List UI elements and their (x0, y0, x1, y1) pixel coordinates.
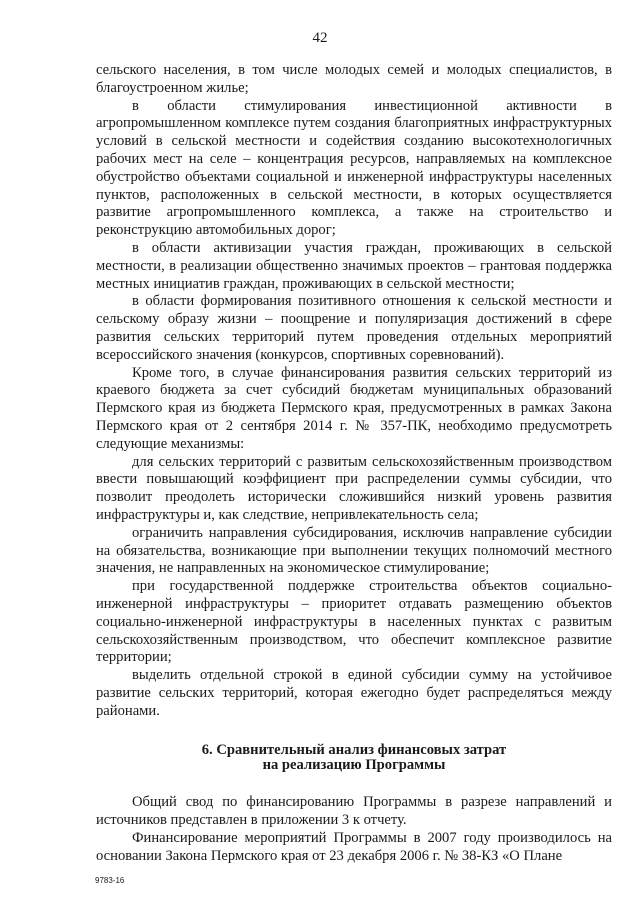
page-number: 42 (312, 30, 328, 46)
paragraph-general-summary: Общий свод по финансированию Программы в разрезе направлений и источников представлен в приложении 3 к отчету. (96, 794, 612, 829)
paragraph-mechanism-separate-line: выделить отдельной строкой в единой субсидии сумму на устойчивое развитие сельских территорий, которая ежегодно будет распределяться между районами. (96, 667, 612, 719)
paragraph-mechanism-coefficient: для сельских территорий с развитым сельскохозяйственным производством ввести повышающий коэффициент при распределении суммы субсидии, что позволит преодолеть исторически сложившийся низкий уровень развития инфраструктуры и, как следствие, непривлекательность села; (96, 453, 612, 523)
paragraph-mechanism-restriction: ограничить направления субсидирования, исключив направление субсидии на обязательства, возникающие при выполнении текущих полномочий местного значения, не направленных на экономическое стимулирование; (96, 524, 612, 577)
section-heading-line-1: 6. Сравнительный анализ финансовых затрат (201, 742, 507, 759)
paragraph-financing-2007: Финансирование мероприятий Программы в 2007 году производилось на основании Закона Пермского края от 23 декабря 2006 г. № 38-КЗ «О Плане (96, 830, 612, 864)
paragraph-positive-attitude: в области формирования позитивного отношения к сельской местности и сельскому образу жизни – поощрение и популяризация достижений в сфере развития сельских территорий путем проведения отдельных мероприятий всероссийского значения (конкурсов, спортивных соревнований). (96, 293, 612, 363)
paragraph-mechanism-priority: при государственной поддержке строительства объектов социально-инженерной инфраструктуры – приоритет отдавать размещению объектов социально-инженерной инфраструктуры в населенных пунктах с развитым сельскохозяйственным производством, что обеспечит комплексное развитие территории; (96, 578, 612, 666)
section-heading-line-2: на реализацию Программы (262, 757, 446, 774)
paragraph-citizen-participation: в области активизации участия граждан, проживающих в сельской местности, в реализации общественно значимых проектов – грантовая поддержка местных инициатив граждан, проживающих в сельской местности; (96, 239, 612, 292)
section-heading (96, 743, 612, 773)
paragraph-continuation: сельского населения, в том числе молодых семей и молодых специалистов, в благоустроенном жилье; (96, 62, 612, 96)
paragraph-financing-mechanisms: Кроме того, в случае финансирования развития сельских территорий из краевого бюджета за счет субсидий бюджетам муниципальных образований Пермского края из бюджета Пермского края, предусмотренных в рамках Закона Пермского края от 2 сентября 2014 г. № 357-ПК, необходимо предусмотреть следующие механизмы: (96, 364, 612, 452)
paragraph-investment-activity: в области стимулирования инвестиционной активности в агропромышленном комплексе путем создания благоприятных инфраструктурных условий в сельской местности и содействия созданию высокотехнологичных рабочих мест на селе – концентрация ресурсов, направляемых на комплексное обустройство объектами социальной и инженерной инфраструктуры населенных пунктов, расположенных в сельской местности, в которых осуществляется развитие агропромышленного комплекса, а также на строительство и реконструкцию автомобильных дорог; (96, 97, 612, 239)
document-code: 9783-16 (95, 876, 125, 885)
document-body (96, 62, 612, 866)
